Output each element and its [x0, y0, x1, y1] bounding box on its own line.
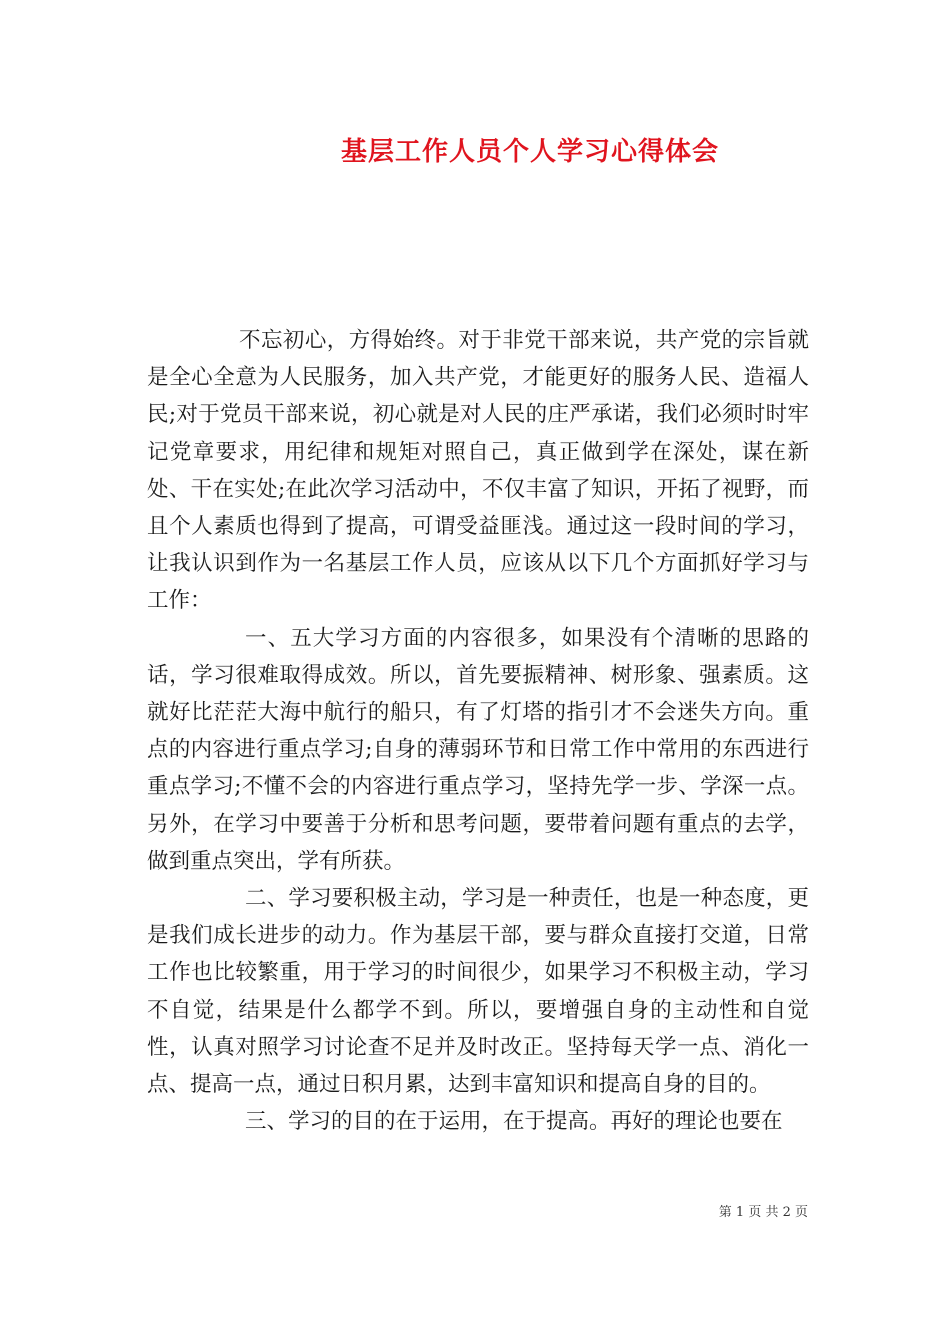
page-number: 第 1 页 共 2 页 — [718, 1205, 808, 1220]
paragraph-point-one: 一、五大学习方面的内容很多，如果没有个清晰的思路的话，学习很难取得成效。所以，首先要振精神、树形象、强素质。这就好比茫茫大海中航行的船只，有了灯塔的指引才不会迷失方向。重点的内容进行重点学习;自身的薄弱环节和日常工作中常用的东西进行重点学习;不懂不会的内容进行重点学习，坚持先学一步、学深一点。另外，在学习中要善于分析和思考问题，要带着问题有重点的去学，做到重点突出，学有所获。 — [147, 625, 809, 874]
document-body — [147, 322, 809, 1140]
paragraph-intro: 不忘初心，方得始终。对于非党干部来说，共产党的宗旨就是全心全意为人民服务，加入共产党，才能更好的服务人民、造福人民;对于党员干部来说，初心就是对人民的庄严承诺，我们必须时时牢记党章要求，用纪律和规矩对照自己，真正做到学在深处，谋在新处、干在实处;在此次学习活动中，不仅丰富了知识，开拓了视野，而且个人素质也得到了提高，可谓受益匪浅。通过这一段时间的学习，让我认识到作为一名基层工作人员，应该从以下几个方面抓好学习与工作： — [147, 328, 809, 614]
paragraph-point-two: 二、学习要积极主动，学习是一种责任，也是一种态度，更是我们成长进步的动力。作为基层干部，要与群众直接打交道，日常工作也比较繁重，用于学习的时间很少，如果学习不积极主动，学习不自觉，结果是什么都学不到。所以，要增强自身的主动性和自觉性，认真对照学习讨论查不足并及时改正。坚持每天学一点、消化一点、提高一点，通过日积月累，达到丰富知识和提高自身的目的。 — [147, 886, 809, 1098]
paragraph-point-three: 三、学习的目的在于运用，在于提高。再好的理论也要在 — [245, 1109, 783, 1135]
document-title: 基层工作人员个人学习心得体会 — [340, 137, 719, 167]
